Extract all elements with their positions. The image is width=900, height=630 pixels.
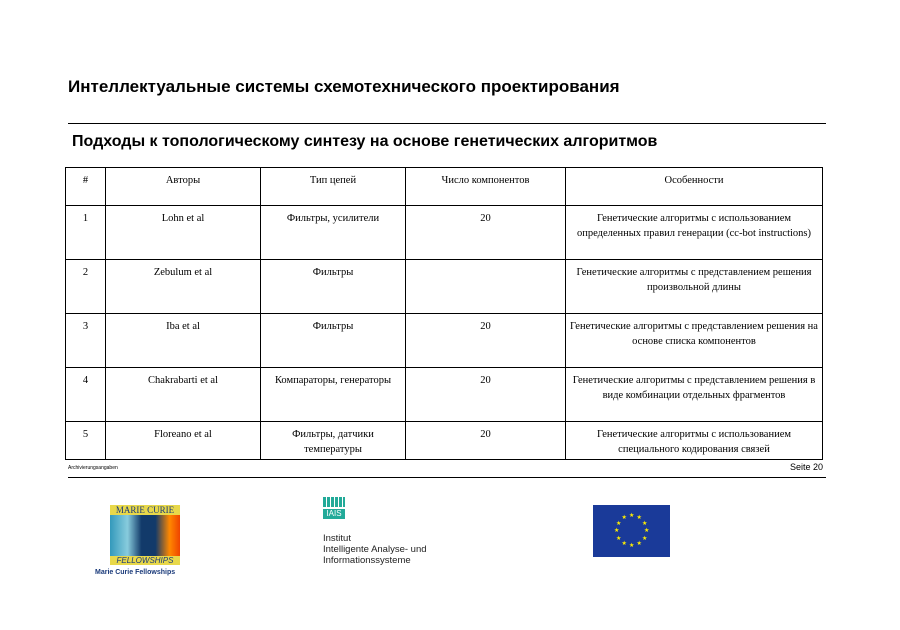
table-cell: Фильтры, усилители [261,206,406,260]
ias-line: Institut [323,533,351,544]
footer-divider [68,477,826,478]
header-cell: Число компонентов [406,168,566,206]
ias-institute-name [323,533,427,566]
table-cell: Lohn et al [106,206,261,260]
ias-logo-grid [323,497,345,507]
star-icon: ★ [629,513,635,519]
archive-note: Archivierungsangaben [68,465,118,471]
page-subtitle: Подходы к топологическому синтезу на основе генетических алгоритмов [72,133,658,150]
table-cell: Floreano et al [106,422,261,460]
star-icon: ★ [636,540,642,547]
table-header [66,168,823,206]
star-icon: ★ [616,520,622,527]
ias-logo [323,497,345,520]
ias-logo-mark: IAIS [323,509,345,519]
star-icon: ★ [641,520,648,527]
table-cell: Генетические алгоритмы с использованием определенных правил генерации (cc-bot instructions) [566,206,823,260]
table-cell: Фильтры, датчики температуры [261,422,406,460]
table-cell: 20 [406,422,566,460]
table-cell: Фильтры [261,314,406,368]
table-row [66,260,823,314]
table-cell: Chakrabarti et al [106,368,261,422]
eu-flag-icon [593,505,670,557]
table-cell: 20 [406,368,566,422]
table-cell: Генетические алгоритмы с представлением решения произвольной длины [566,260,823,314]
table-cell: 20 [406,206,566,260]
header-cell: # [66,168,106,206]
star-icon: ★ [621,540,627,547]
table-row [66,422,823,460]
table-cell: Генетические алгоритмы с использованием специального кодирования связей [566,422,823,460]
marie-curie-logo [110,505,180,565]
table-cell: Iba et al [106,314,261,368]
approaches-table [65,167,823,460]
table-cell: Zebulum et al [106,260,261,314]
table-cell: 5 [66,422,106,460]
table-cell: 1 [66,206,106,260]
star-icon: ★ [629,543,635,549]
marie-curie-logo-top: MARIE CURIE [110,505,180,515]
table-row [66,314,823,368]
table-cell: 3 [66,314,106,368]
ias-line: Intelligente Analyse- und [323,544,427,555]
table-cell: Компараторы, генераторы [261,368,406,422]
table-cell: Генетические алгоритмы с представлением решения на основе списка компонентов [566,314,823,368]
star-icon: ★ [621,515,627,521]
divider [68,123,826,124]
marie-curie-caption: Marie Curie Fellowships [95,569,176,576]
page-title: Интеллектуальные системы схемотехнического проектирования [68,77,620,96]
table-cell: 20 [406,314,566,368]
star-icon: ★ [641,535,648,542]
header-cell: Авторы [106,168,261,206]
table-row [66,368,823,422]
star-icon: ★ [616,535,622,542]
ias-line: Informationssysteme [323,555,411,566]
header-cell: Особенности [566,168,823,206]
table-row [66,206,823,260]
table-cell [406,260,566,314]
table-cell: 2 [66,260,106,314]
page-number: Seite 20 [790,462,824,472]
table-cell: Фильтры [261,260,406,314]
table-cell: Генетические алгоритмы с представлением решения в виде комбинации отдельных фрагментов [566,368,823,422]
star-icon: ★ [636,515,642,521]
marie-curie-logo-bottom: FELLOWSHIPS [110,556,180,565]
star-icon: ★ [644,528,650,534]
header-cell: Тип цепей [261,168,406,206]
star-icon: ★ [614,528,620,534]
table-cell: 4 [66,368,106,422]
